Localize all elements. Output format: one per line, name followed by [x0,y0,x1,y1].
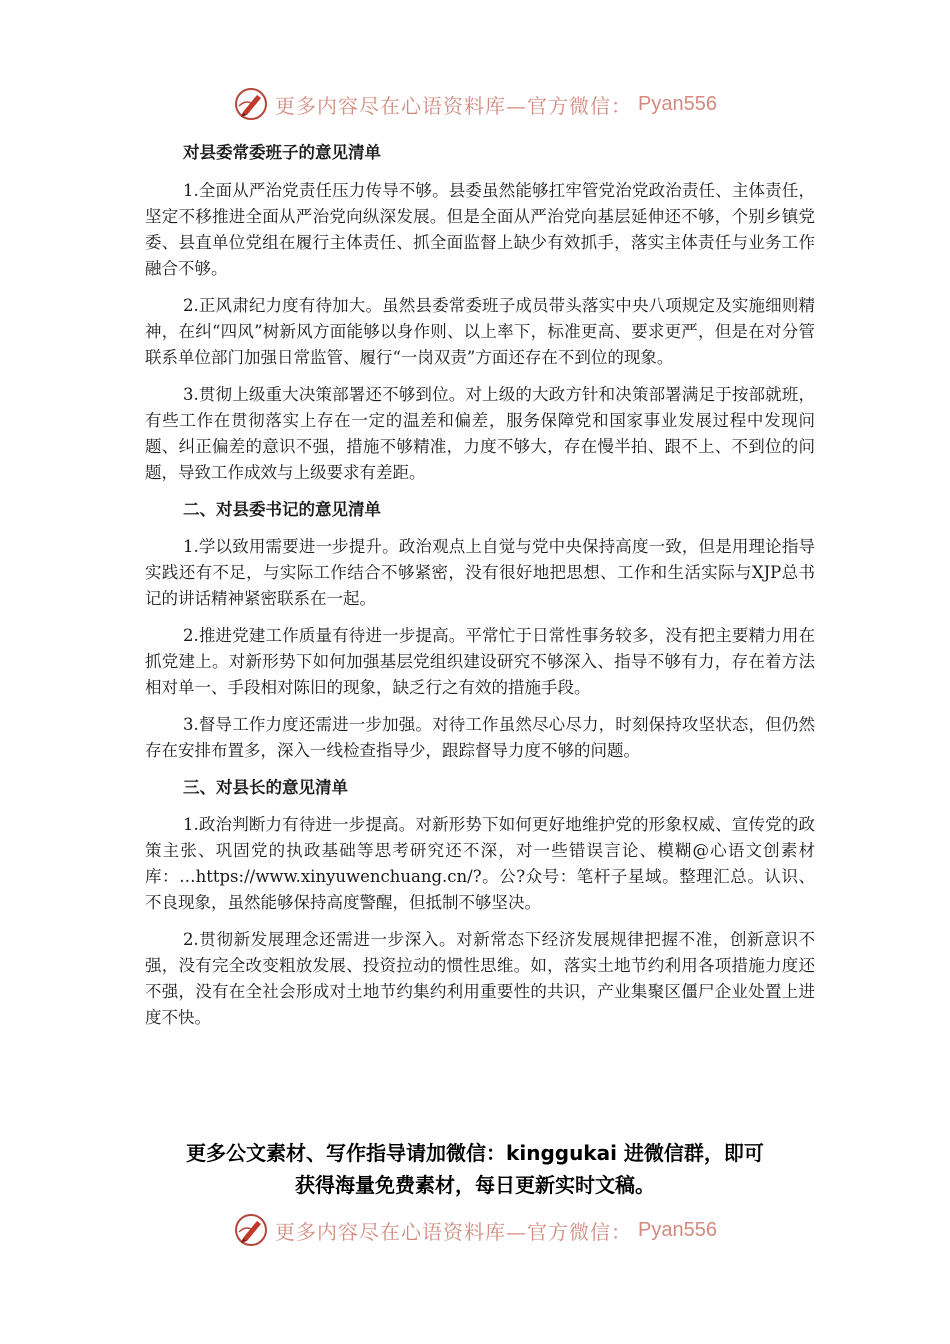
footer-line-1: 更多公文素材、写作指导请加微信：kinggukai 进微信群，即可 [186,1141,764,1165]
footer-banner [0,1212,950,1252]
paragraph: 1.政治判断力有待进一步提高。对新形势下如何更好地维护党的形象权威、宣传党的政策主张、巩固党的执政基础等思考研究还不深，对一些错误言论、模糊@心语文创素材库：…https://www.xinyuwenchuang.cn/?。公?众号：笔杆子星域。整理汇总。认识、不良现象，虽然能够保持高度警醒，但抵制不够坚决。 [145,815,815,912]
footer-cta [145,1137,805,1201]
paragraph: 1.全面从严治党责任压力传导不够。县委虽然能够扛牢管党治党政治责任、主体责任，坚定不移推进全面从严治党向纵深发展。但是全面从严治党向基层延伸还不够，个别乡镇党委、县直单位党组在履行主体责任、抓全面监督上缺少有效抓手，落实主体责任与业务工作融合不够。 [145,181,815,278]
footer-line-2: 获得海量免费素材，每日更新实时文稿。 [295,1173,655,1197]
section-heading: 三、对县长的意见清单 [183,778,348,797]
banner-text: 更多内容尽在心语资料库—官方微信： [275,93,633,118]
banner-wechat-id: Pyan556 [638,92,717,115]
paragraph: 1.学以致用需要进一步提升。政治观点上自觉与党中央保持高度一致，但是用理论指导实践还有不足，与实际工作结合不够紧密，没有很好地把思想、工作和生活实际与XJP总书记的讲话精神紧密联系在一起。 [145,537,815,608]
document-body [145,140,815,1031]
banner-text: 更多内容尽在心语资料库—官方微信： [275,1219,633,1244]
banner-wechat-id: Pyan556 [638,1218,717,1241]
paragraph: 2.正风肃纪力度有待加大。虽然县委常委班子成员带头落实中央八项规定及实施细则精神，在纠“四风”树新风方面能够以身作则、以上率下，标准更高、要求更严，但是在对分管联系单位部门加强日常监管、履行“一岗双责”方面还存在不到位的现象。 [145,296,815,367]
section-heading: 二、对县委书记的意见清单 [183,500,381,519]
header-banner [0,86,950,126]
pen-logo-icon [233,86,269,122]
paragraph: 3.贯彻上级重大决策部署还不够到位。对上级的大政方针和决策部署满足于按部就班，有些工作在贯彻落实上存在一定的温差和偏差，服务保障党和国家事业发展过程中发现问题、纠正偏差的意识不强，措施不够精准，力度不够大，存在慢半拍、跟不上、不到位的问题，导致工作成效与上级要求有差距。 [145,385,815,482]
paragraph: 2.贯彻新发展理念还需进一步深入。对新常态下经济发展规律把握不准，创新意识不强，没有完全改变粗放发展、投资拉动的惯性思维。如，落实土地节约利用各项措施力度还不强，没有在全社会形成对土地节约集约利用重要性的共识，产业集聚区僵尸企业处置上进度不快。 [145,930,815,1027]
paragraph: 3.督导工作力度还需进一步加强。对待工作虽然尽心尽力，时刻保持攻坚状态，但仍然存在安排布置多，深入一线检查指导少，跟踪督导力度不够的问题。 [145,715,815,760]
pen-logo-icon [233,1212,269,1248]
paragraph: 2.推进党建工作质量有待进一步提高。平常忙于日常性事务较多，没有把主要精力用在抓党建上。对新形势下如何加强基层党组织建设研究不够深入、指导不够有力，存在着方法相对单一、手段相对陈旧的现象，缺乏行之有效的措施手段。 [145,626,815,697]
section-heading: 对县委常委班子的意见清单 [183,143,381,162]
